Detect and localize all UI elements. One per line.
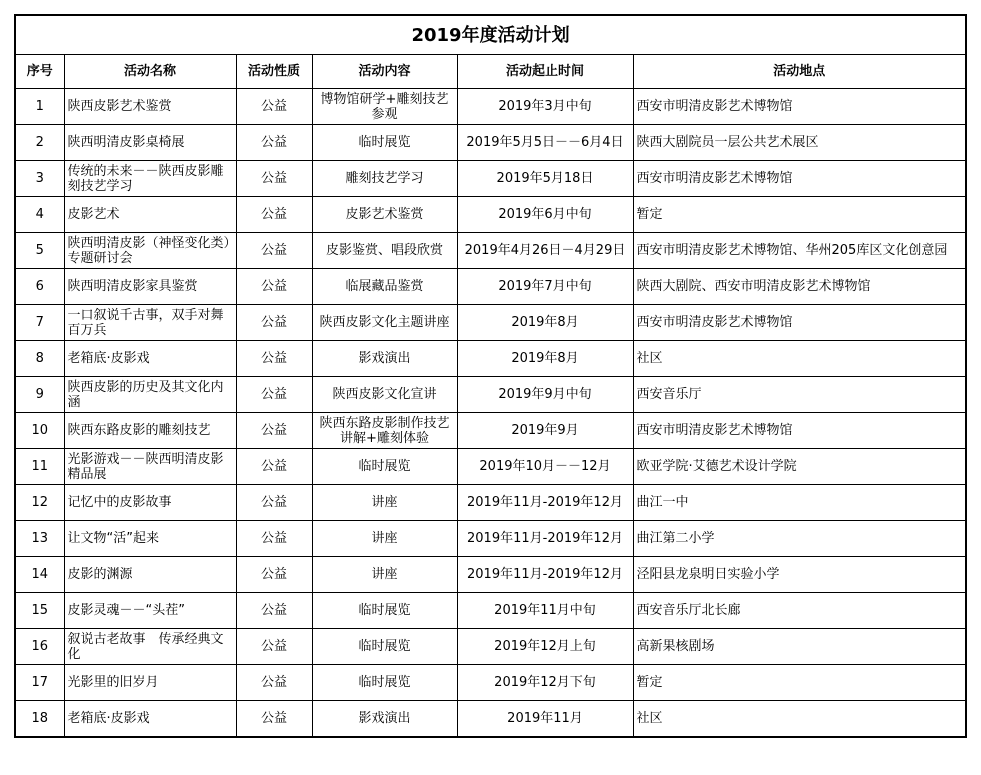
cell-no: 9 [15, 377, 64, 413]
cell-time: 2019年8月 [457, 341, 633, 377]
cell-content: 讲座 [312, 521, 457, 557]
cell-time: 2019年10月－－12月 [457, 449, 633, 485]
cell-time: 2019年9月 [457, 413, 633, 449]
cell-time: 2019年12月上旬 [457, 629, 633, 665]
cell-content: 讲座 [312, 485, 457, 521]
cell-name: 陕西明清皮影家具鉴赏 [64, 269, 236, 305]
cell-place: 陕西大剧院、西安市明清皮影艺术博物馆 [633, 269, 966, 305]
cell-name: 叙说古老故事 传承经典文化 [64, 629, 236, 665]
cell-type: 公益 [236, 557, 312, 593]
cell-name: 老箱底·皮影戏 [64, 701, 236, 738]
cell-no: 14 [15, 557, 64, 593]
cell-place: 陕西大剧院员一层公共艺术展区 [633, 125, 966, 161]
header-name: 活动名称 [64, 55, 236, 89]
table-row [15, 629, 966, 665]
cell-type: 公益 [236, 629, 312, 665]
cell-name: 一口叙说千古事，双手对舞百万兵 [64, 305, 236, 341]
table-row [15, 341, 966, 377]
table-row [15, 413, 966, 449]
cell-name: 陕西皮影的历史及其文化内涵 [64, 377, 236, 413]
cell-place: 暂定 [633, 197, 966, 233]
cell-place: 社区 [633, 341, 966, 377]
cell-name: 让文物“活”起来 [64, 521, 236, 557]
table-row [15, 161, 966, 197]
cell-place: 西安音乐厅北长廊 [633, 593, 966, 629]
table-row [15, 449, 966, 485]
cell-type: 公益 [236, 485, 312, 521]
cell-content: 临展藏品鉴赏 [312, 269, 457, 305]
cell-place: 西安市明清皮影艺术博物馆 [633, 89, 966, 125]
cell-name: 皮影灵魂－－“头茬” [64, 593, 236, 629]
header-content: 活动内容 [312, 55, 457, 89]
cell-place: 社区 [633, 701, 966, 738]
cell-time: 2019年12月下旬 [457, 665, 633, 701]
cell-time: 2019年6月中旬 [457, 197, 633, 233]
table-row [15, 521, 966, 557]
table-row [15, 377, 966, 413]
cell-content: 临时展览 [312, 593, 457, 629]
table-row [15, 485, 966, 521]
table-row [15, 665, 966, 701]
cell-no: 4 [15, 197, 64, 233]
cell-name: 老箱底·皮影戏 [64, 341, 236, 377]
cell-name: 陕西明清皮影（神怪变化类）专题研讨会 [64, 233, 236, 269]
cell-content: 皮影艺术鉴赏 [312, 197, 457, 233]
cell-name: 皮影艺术 [64, 197, 236, 233]
cell-content: 临时展览 [312, 125, 457, 161]
cell-type: 公益 [236, 665, 312, 701]
cell-content: 陕西皮影文化宣讲 [312, 377, 457, 413]
cell-name: 陕西明清皮影桌椅展 [64, 125, 236, 161]
cell-content: 陕西皮影文化主题讲座 [312, 305, 457, 341]
cell-no: 11 [15, 449, 64, 485]
cell-name: 皮影的渊源 [64, 557, 236, 593]
cell-time: 2019年3月中旬 [457, 89, 633, 125]
cell-time: 2019年4月26日－4月29日 [457, 233, 633, 269]
cell-content: 影戏演出 [312, 341, 457, 377]
cell-no: 6 [15, 269, 64, 305]
cell-time: 2019年5月18日 [457, 161, 633, 197]
cell-place: 西安音乐厅 [633, 377, 966, 413]
cell-name: 陕西皮影艺术鉴赏 [64, 89, 236, 125]
cell-name: 记忆中的皮影故事 [64, 485, 236, 521]
cell-type: 公益 [236, 593, 312, 629]
cell-content: 博物馆研学+雕刻技艺参观 [312, 89, 457, 125]
cell-time: 2019年11月-2019年12月 [457, 557, 633, 593]
cell-name: 传统的未来－－陕西皮影雕刻技艺学习 [64, 161, 236, 197]
cell-content: 雕刻技艺学习 [312, 161, 457, 197]
cell-place: 曲江第二小学 [633, 521, 966, 557]
cell-type: 公益 [236, 377, 312, 413]
cell-no: 10 [15, 413, 64, 449]
cell-content: 临时展览 [312, 449, 457, 485]
cell-no: 16 [15, 629, 64, 665]
cell-time: 2019年7月中旬 [457, 269, 633, 305]
cell-place: 西安市明清皮影艺术博物馆 [633, 305, 966, 341]
table-title: 2019年度活动计划 [15, 15, 966, 55]
table-row [15, 269, 966, 305]
cell-type: 公益 [236, 521, 312, 557]
cell-time: 2019年9月中旬 [457, 377, 633, 413]
cell-content: 讲座 [312, 557, 457, 593]
cell-time: 2019年11月中旬 [457, 593, 633, 629]
cell-type: 公益 [236, 305, 312, 341]
activity-plan-table [14, 14, 967, 738]
header-place: 活动地点 [633, 55, 966, 89]
cell-place: 西安市明清皮影艺术博物馆 [633, 161, 966, 197]
cell-time: 2019年11月 [457, 701, 633, 738]
cell-type: 公益 [236, 161, 312, 197]
activity-plan-sheet [14, 14, 965, 738]
cell-place: 泾阳县龙泉明日实验小学 [633, 557, 966, 593]
cell-content: 临时展览 [312, 629, 457, 665]
table-row [15, 305, 966, 341]
header-type: 活动性质 [236, 55, 312, 89]
cell-no: 8 [15, 341, 64, 377]
cell-time: 2019年11月-2019年12月 [457, 521, 633, 557]
cell-content: 影戏演出 [312, 701, 457, 738]
header-time: 活动起止时间 [457, 55, 633, 89]
cell-no: 3 [15, 161, 64, 197]
cell-no: 13 [15, 521, 64, 557]
cell-name: 陕西东路皮影的雕刻技艺 [64, 413, 236, 449]
cell-place: 西安市明清皮影艺术博物馆、华州205库区文化创意园 [633, 233, 966, 269]
cell-no: 15 [15, 593, 64, 629]
table-row [15, 125, 966, 161]
table-row [15, 593, 966, 629]
cell-name: 光影游戏－－陕西明清皮影精品展 [64, 449, 236, 485]
cell-content: 皮影鉴赏、唱段欣赏 [312, 233, 457, 269]
cell-type: 公益 [236, 89, 312, 125]
cell-no: 5 [15, 233, 64, 269]
cell-type: 公益 [236, 701, 312, 738]
cell-place: 西安市明清皮影艺术博物馆 [633, 413, 966, 449]
cell-type: 公益 [236, 197, 312, 233]
cell-place: 欧亚学院·艾德艺术设计学院 [633, 449, 966, 485]
cell-no: 18 [15, 701, 64, 738]
cell-no: 2 [15, 125, 64, 161]
cell-place: 曲江一中 [633, 485, 966, 521]
header-no: 序号 [15, 55, 64, 89]
cell-place: 暂定 [633, 665, 966, 701]
table-row [15, 197, 966, 233]
cell-place: 高新果核剧场 [633, 629, 966, 665]
cell-no: 1 [15, 89, 64, 125]
cell-content: 临时展览 [312, 665, 457, 701]
cell-type: 公益 [236, 341, 312, 377]
cell-type: 公益 [236, 125, 312, 161]
cell-no: 12 [15, 485, 64, 521]
cell-time: 2019年11月-2019年12月 [457, 485, 633, 521]
header-row [15, 55, 966, 89]
cell-type: 公益 [236, 449, 312, 485]
cell-type: 公益 [236, 413, 312, 449]
table-row [15, 557, 966, 593]
table-row [15, 89, 966, 125]
cell-time: 2019年5月5日－－6月4日 [457, 125, 633, 161]
cell-content: 陕西东路皮影制作技艺讲解+雕刻体验 [312, 413, 457, 449]
cell-time: 2019年8月 [457, 305, 633, 341]
table-row [15, 233, 966, 269]
table-row [15, 701, 966, 738]
cell-no: 17 [15, 665, 64, 701]
cell-no: 7 [15, 305, 64, 341]
cell-type: 公益 [236, 269, 312, 305]
cell-type: 公益 [236, 233, 312, 269]
cell-name: 光影里的旧岁月 [64, 665, 236, 701]
